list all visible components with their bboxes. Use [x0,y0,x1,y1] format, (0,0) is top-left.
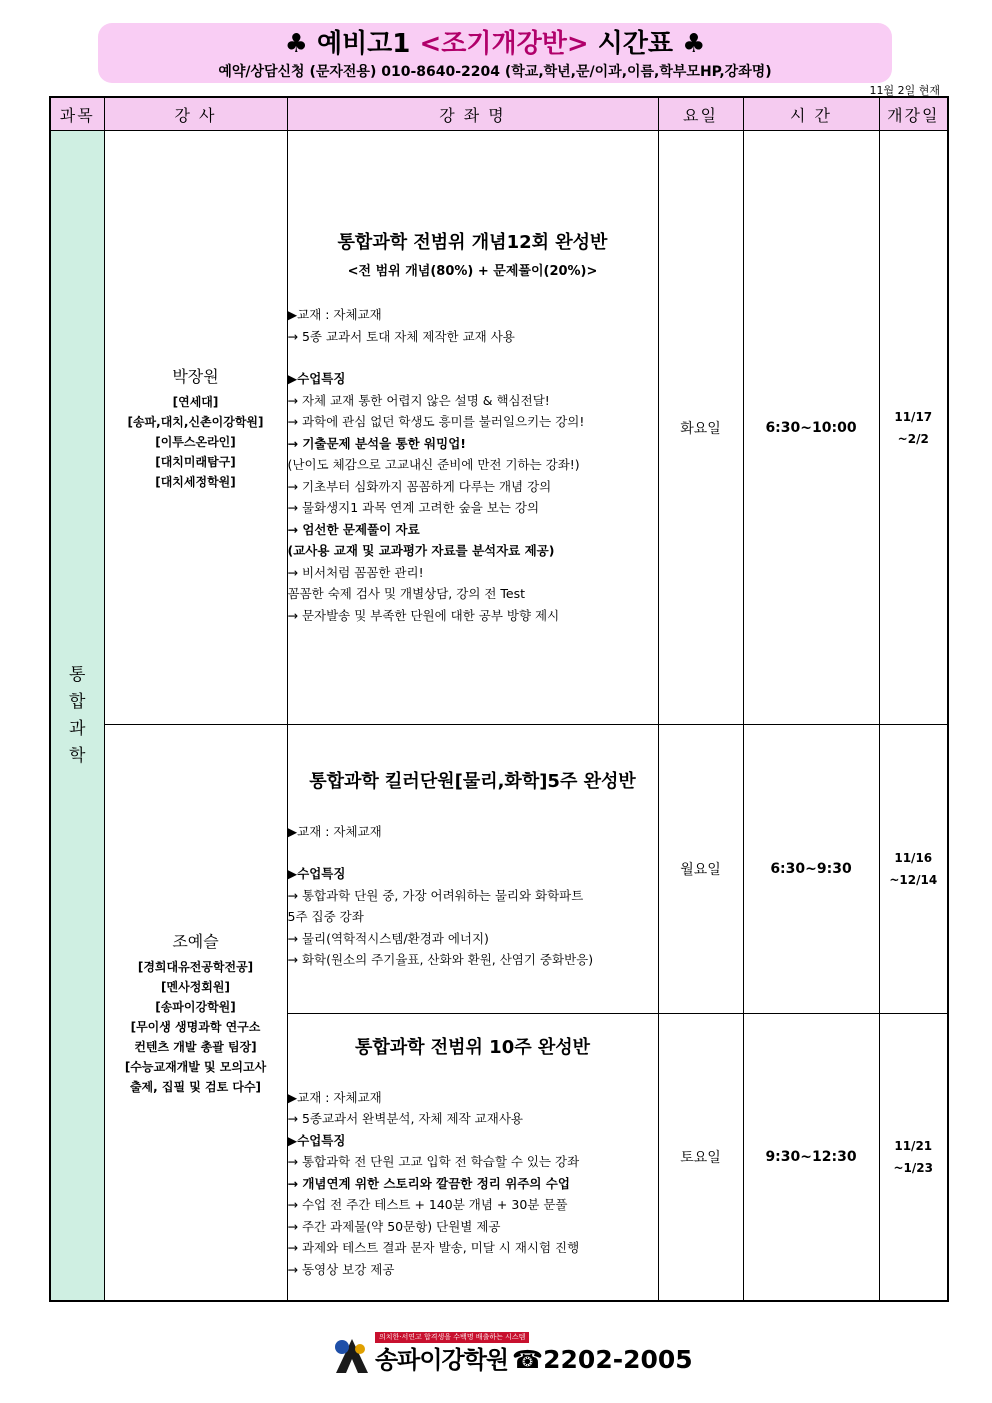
teacher-name: 조예슬 [172,931,219,951]
course-time: 6:30~10:00 [743,131,879,725]
subject-cell: 통 합 과 학 [50,131,104,1302]
schedule-table [49,96,949,1302]
course-cell-3: 통합과학 전범위 10주 완성반 ▶교재 : 자체교재 → 5종교과서 완벽분석, 자체 제작 교재사용 ▶수업특징 → 통합과학 전 단원 고교 입학 전 학습할 수 있는 강좌 → 개념연계 위한 스토리와 깔끔한 정리 위주의 수업 → 수업 전 주간 테스트 + 140분 개념 + 30분 문풀 → 주간 과제물(약 50문항) 단원별 제공 → 과제와 테스트 결과 문자 발송, 미달 시 재시험 진행 → 동영상 보강 제공 [287,1014,658,1301]
academy-phone: ☎2202-2005 [512,1345,693,1374]
teacher-name: 박장원 [172,366,219,386]
contact-subtitle: 예약/상담신청 (문자전용) 010-8640-2204 (학교,학년,문/이과,이름,학부모HP,강좌명) [218,64,772,80]
footer [0,1328,992,1378]
col-header-subject: 과목 [50,97,104,131]
teacher-cell-2: 조예슬 [경희대유전공학전공] [멘사정회원] [송파이강학원] [무이생 생명과학 연구소 컨텐츠 개발 총괄 팀장] [수능교재개발 및 모의고사 출제, 집필 및 검토 다수] [104,725,287,1301]
title-main: 예비고1 [316,29,411,59]
course-start: 11/17 ~2/2 [879,131,948,725]
page-title [98,25,892,63]
course-time: 9:30~12:30 [743,1014,879,1301]
title-accent: <조기개강반> [419,29,589,59]
teacher-cell-1: 박장원 [연세대] [송파,대치,신촌이강학원] [이투스온라인] [대치미래탐구] [대치세정학원] [104,131,287,725]
club-icon: ♣ [284,29,308,59]
course-start: 11/16 ~12/14 [879,725,948,1014]
course-day: 월요일 [658,725,743,1014]
title-banner [98,23,892,83]
col-header-course: 강 좌 명 [287,97,658,131]
club-icon-right: ♣ [682,29,706,59]
course-day: 토요일 [658,1014,743,1301]
title-end: 시간표 [597,29,674,59]
col-header-time: 시 간 [743,97,879,131]
col-header-start: 개강일 [879,97,948,131]
course-title: 통합과학 전범위 개념12회 완성반 [337,232,608,254]
col-header-teacher: 강 사 [104,97,287,131]
academy-name: 송파이강학원 [375,1346,509,1374]
course-start: 11/21 ~1/23 [879,1014,948,1301]
course-day: 화요일 [658,131,743,725]
footer-slogan: 의치한·서연고 합격생을 수백명 배출하는 시스템 [375,1332,529,1343]
course-title: 통합과학 킬러단원[물리,화학]5주 완성반 [309,770,636,792]
col-header-day: 요일 [658,97,743,131]
course-cell-2: 통합과학 킬러단원[물리,화학]5주 완성반 ▶교재 : 자체교재 ▶수업특징 → 통합과학 단원 중, 가장 어려워하는 물리와 화학파트 5주 집중 강좌 → 물리(역학적시스템/환경과 에너지) → 화학(원소의 주기율표, 산화와 환원, 산염기 중화반응) [287,725,658,1014]
academy-logo-icon [330,1333,372,1377]
course-subtitle: <전 범위 개념(80%) + 문제풀이(20%)> [347,264,598,280]
as-of-date: 11월 2일 현재 [869,84,940,97]
course-time: 6:30~9:30 [743,725,879,1014]
course-cell-1: 통합과학 전범위 개념12회 완성반 <전 범위 개념(80%) + 문제풀이(20%)> ▶교재 : 자체교재 → 5종 교과서 토대 자체 제작한 교재 사용 ▶수업특징 → 자체 교재 통한 어렵지 않은 설명 & 핵심전달! → 과학에 관심 없던 학생도 흥미를 불러일으키는 강의! → 기출문제 분석을 통한 워밍업! (난이도 체감으로 고교내신 준비에 만전 기하는 강좌!) → 기초부터 심화까지 꼼꼼하게 다루는 개념 강의 → 물화생지1 과목 연계 고려한 숲을 보는 강의 → 엄선한 문제풀이 자료 (교사용 교재 및 교과평가 자료를 분석자료 제공) → 비서처럼 꼼꼼한 관리! 꼼꼼한 숙제 검사 및 개별상담, 강의 전 Test → 문자발송 및 부족한 단원에 대한 공부 방향 제시 [287,131,658,725]
course-title: 통합과학 전범위 10주 완성반 [354,1036,591,1058]
